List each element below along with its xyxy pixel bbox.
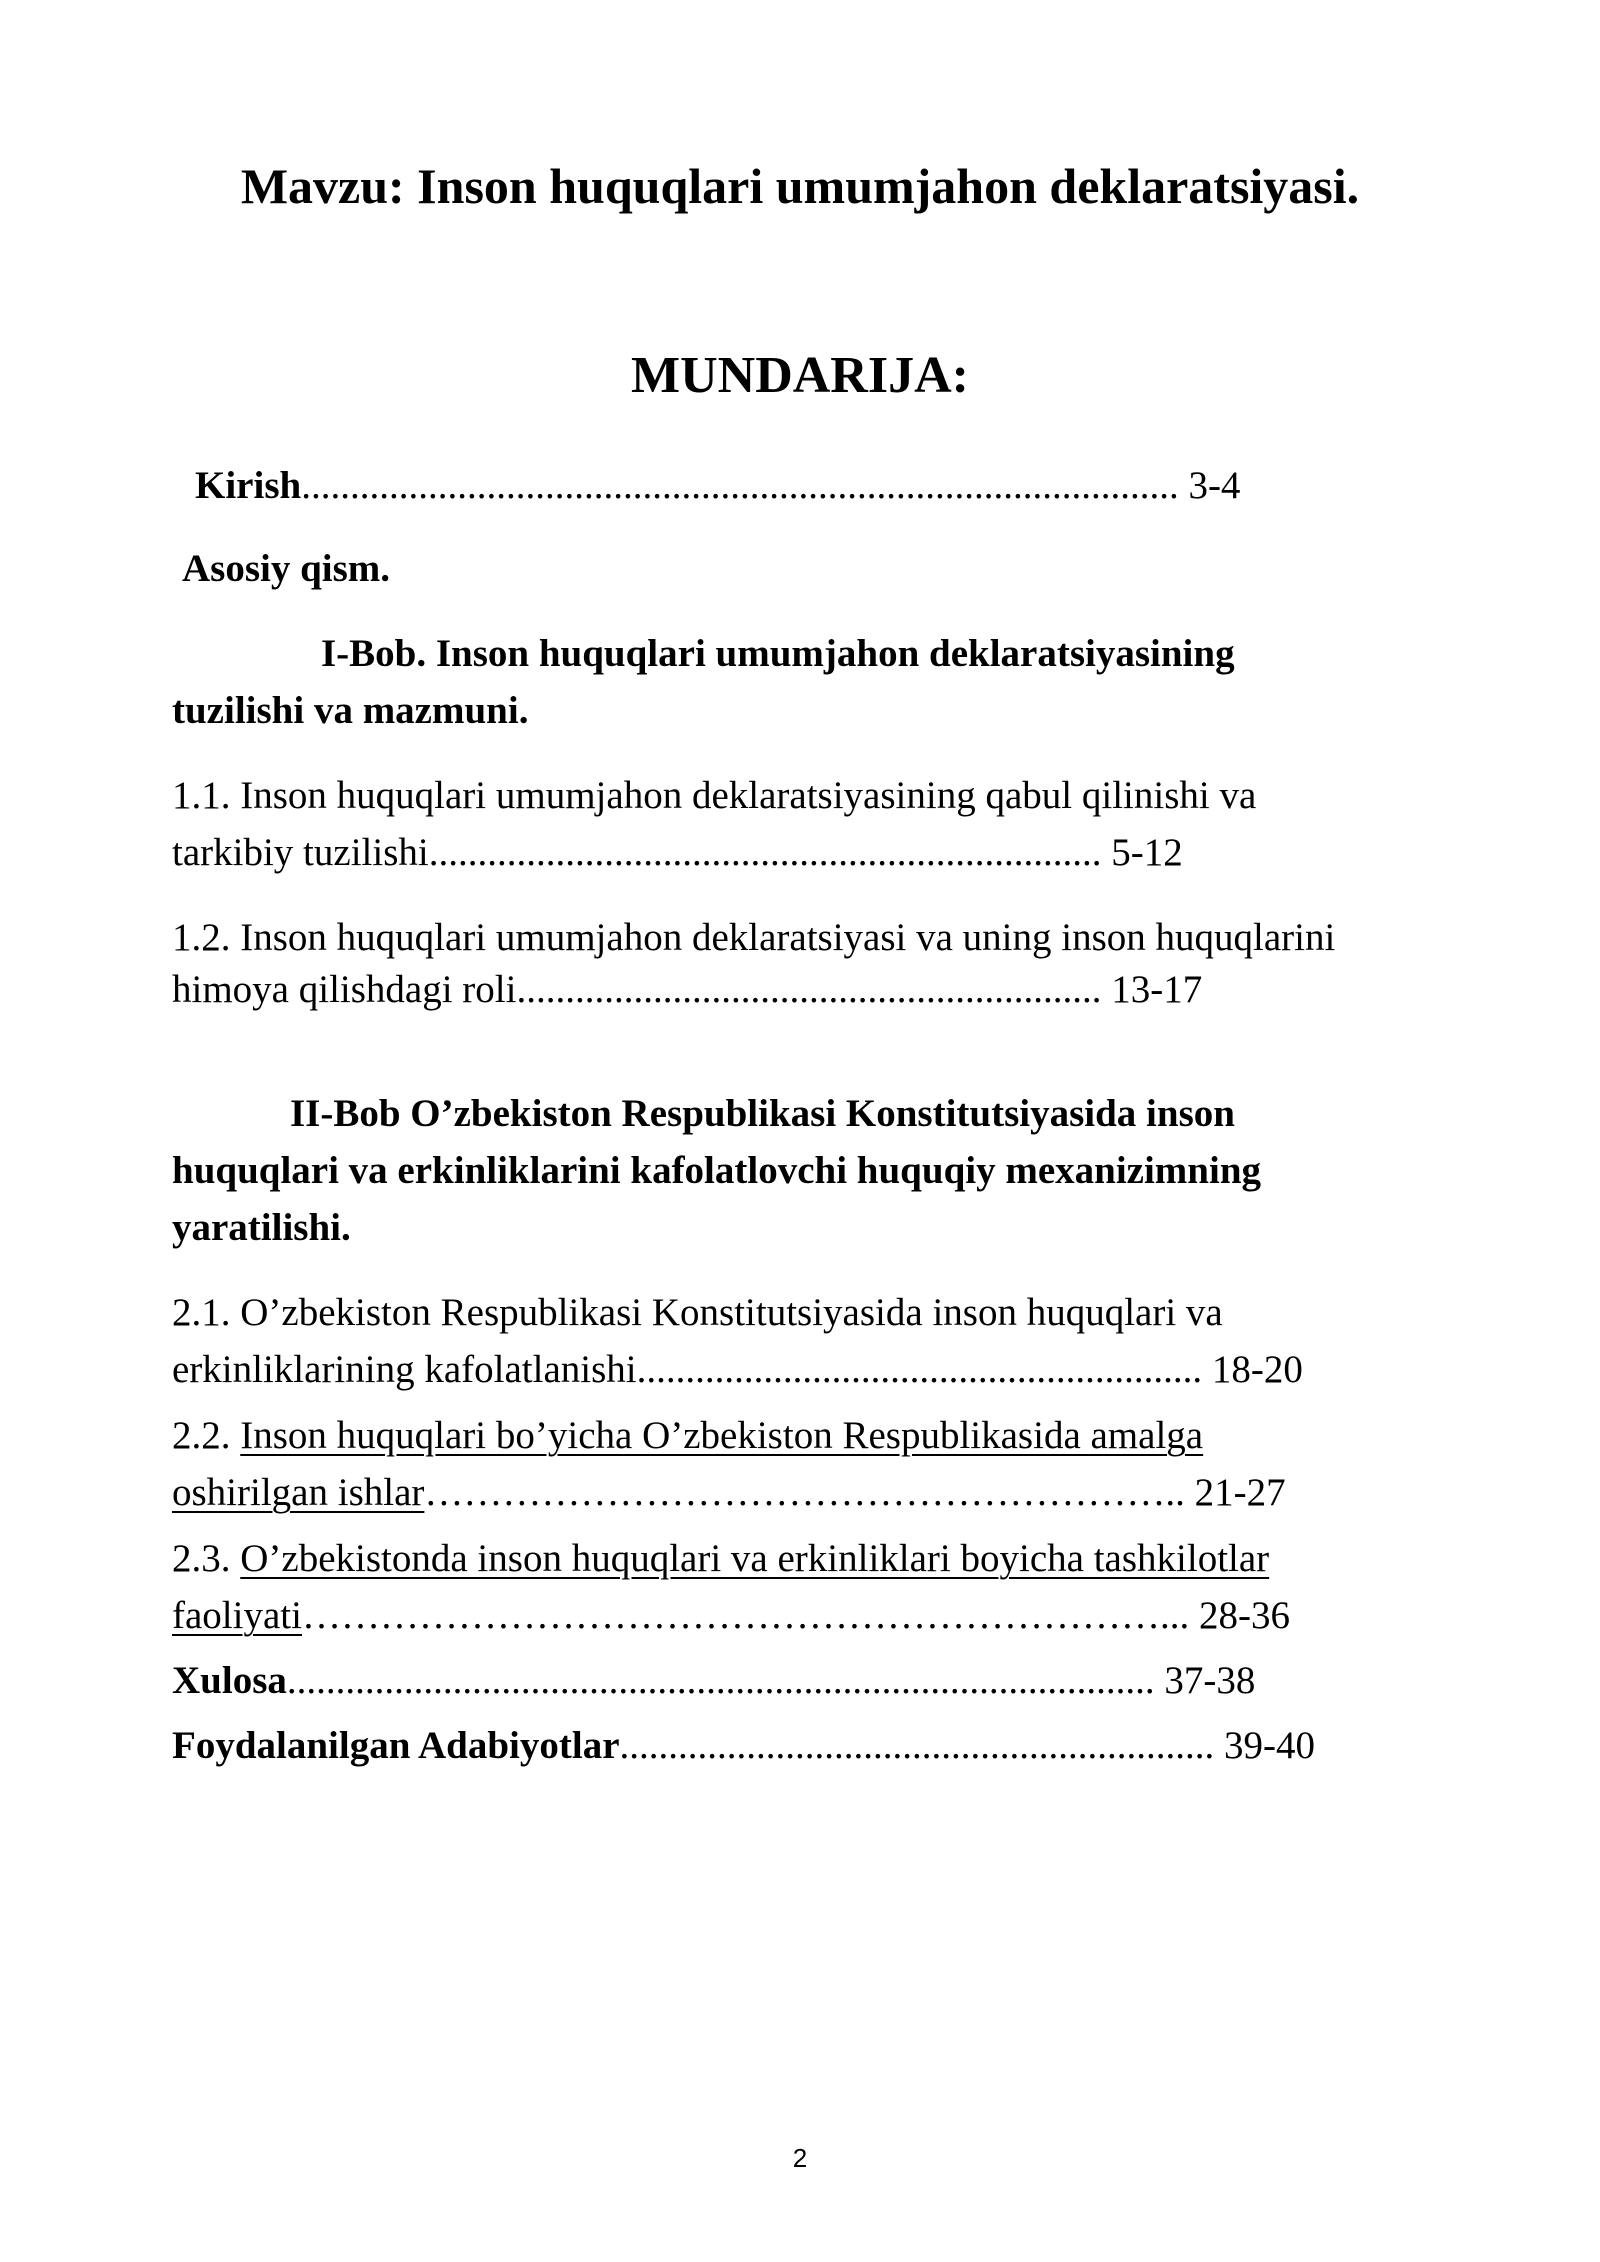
toc-entry-xulosa: [172, 1653, 1255, 1709]
toc-page-range: 39-40: [1214, 1724, 1316, 1767]
toc-entry-1-2-line-1: 1.2. Inson huquqlari umumjahon deklaratsiyasi va uning inson huquqlarini: [172, 916, 1336, 959]
toc-page-range: 18-20: [1202, 1348, 1303, 1391]
toc-chapter-1-line-2: tuzilishi va mazmuni.: [172, 689, 529, 732]
toc-chapter-2-line-2: huquqlari va erkinliklarini kafolatlovchi huquqiy mexanizimning: [172, 1149, 1262, 1192]
toc-entry-1-1-line-1: 1.1. Inson huquqlari umumjahon deklaratsiyasining qabul qilinishi va: [172, 774, 1257, 817]
toc-entry-2-3-line-1: [172, 1531, 1269, 1587]
toc-entry-label: Foydalanilgan Adabiyotlar: [172, 1724, 620, 1767]
toc-entry-2-2-line-2: [172, 1465, 1286, 1521]
page-number: 2: [792, 2143, 808, 2173]
toc-entry-label: Xulosa: [172, 1659, 287, 1702]
toc-entry-link[interactable]: faoliyati: [172, 1594, 302, 1637]
toc-page-range: 21-27: [1184, 1471, 1286, 1514]
toc-entry-label: tarkibiy tuzilishi: [172, 831, 429, 874]
toc-entry-label: erkinliklarining kafolatlanishi: [172, 1348, 637, 1391]
toc-chapter-2-line-1: II-Bob O’zbekiston Respublikasi Konstitutsiyasida inson: [290, 1092, 1235, 1135]
toc-page-range: 13-17: [1101, 968, 1203, 1011]
document-title: Mavzu: Inson huquqlari umumjahon deklaratsiyasi.: [240, 158, 1360, 214]
toc-entry-label: himoya qilishdagi roli: [172, 968, 517, 1011]
toc-leader-dots: …………………………………………………..: [424, 1471, 1185, 1514]
toc-section-asosiy: Asosiy qism.: [182, 547, 391, 590]
toc-entry-number: 2.2.: [172, 1414, 241, 1457]
toc-leader-dots: …………………………………………………………...: [301, 1594, 1190, 1637]
toc-page-range: 3-4: [1178, 464, 1241, 507]
toc-leader-dots: ..........................................................: [636, 1348, 1203, 1391]
toc-entry-2-3-line-2: [172, 1588, 1290, 1644]
toc-entry-link[interactable]: Inson huquqlari bo’yicha O’zbekiston Respublikasida amalga: [240, 1414, 1204, 1457]
toc-entry-2-2-line-1: [172, 1408, 1203, 1464]
toc-chapter-2-line-3: yaratilishi.: [172, 1206, 351, 1249]
toc-entry-1-2-line-2: [172, 962, 1202, 1018]
toc-leader-dots: ..........................................................................................: [301, 464, 1179, 507]
toc-entry-label: Kirish: [195, 464, 302, 507]
toc-leader-dots: .........................................................................................: [286, 1659, 1155, 1702]
toc-page-range: 5-12: [1101, 831, 1183, 874]
toc-page-range: 28-36: [1189, 1594, 1290, 1637]
toc-leader-dots: .............................................................: [619, 1724, 1215, 1767]
toc-page-range: 37-38: [1154, 1659, 1256, 1702]
toc-entry-link[interactable]: O’zbekistonda inson huquqlari va erkinliklari boyicha tashkilotlar: [240, 1537, 1270, 1580]
toc-leader-dots: .....................................................................: [428, 831, 1102, 874]
toc-entry-kirish: [195, 458, 1240, 514]
toc-entry-2-1-line-2: [172, 1342, 1303, 1398]
toc-entry-2-1-line-1: 2.1. O’zbekiston Respublikasi Konstitutsiyasida inson huquqlari va: [172, 1291, 1223, 1334]
toc-chapter-1-line-1: I-Bob. Inson huquqlari umumjahon deklaratsiyasining: [321, 632, 1235, 675]
toc-entry-1-1-line-2: [172, 825, 1183, 881]
toc-leader-dots: ............................................................: [516, 968, 1102, 1011]
toc-entry-number: 2.3.: [172, 1537, 241, 1580]
toc-heading: MUNDARIJA:: [631, 347, 969, 404]
toc-entry-adabiyotlar: [172, 1718, 1315, 1774]
toc-entry-link[interactable]: oshirilgan ishlar: [172, 1471, 425, 1514]
